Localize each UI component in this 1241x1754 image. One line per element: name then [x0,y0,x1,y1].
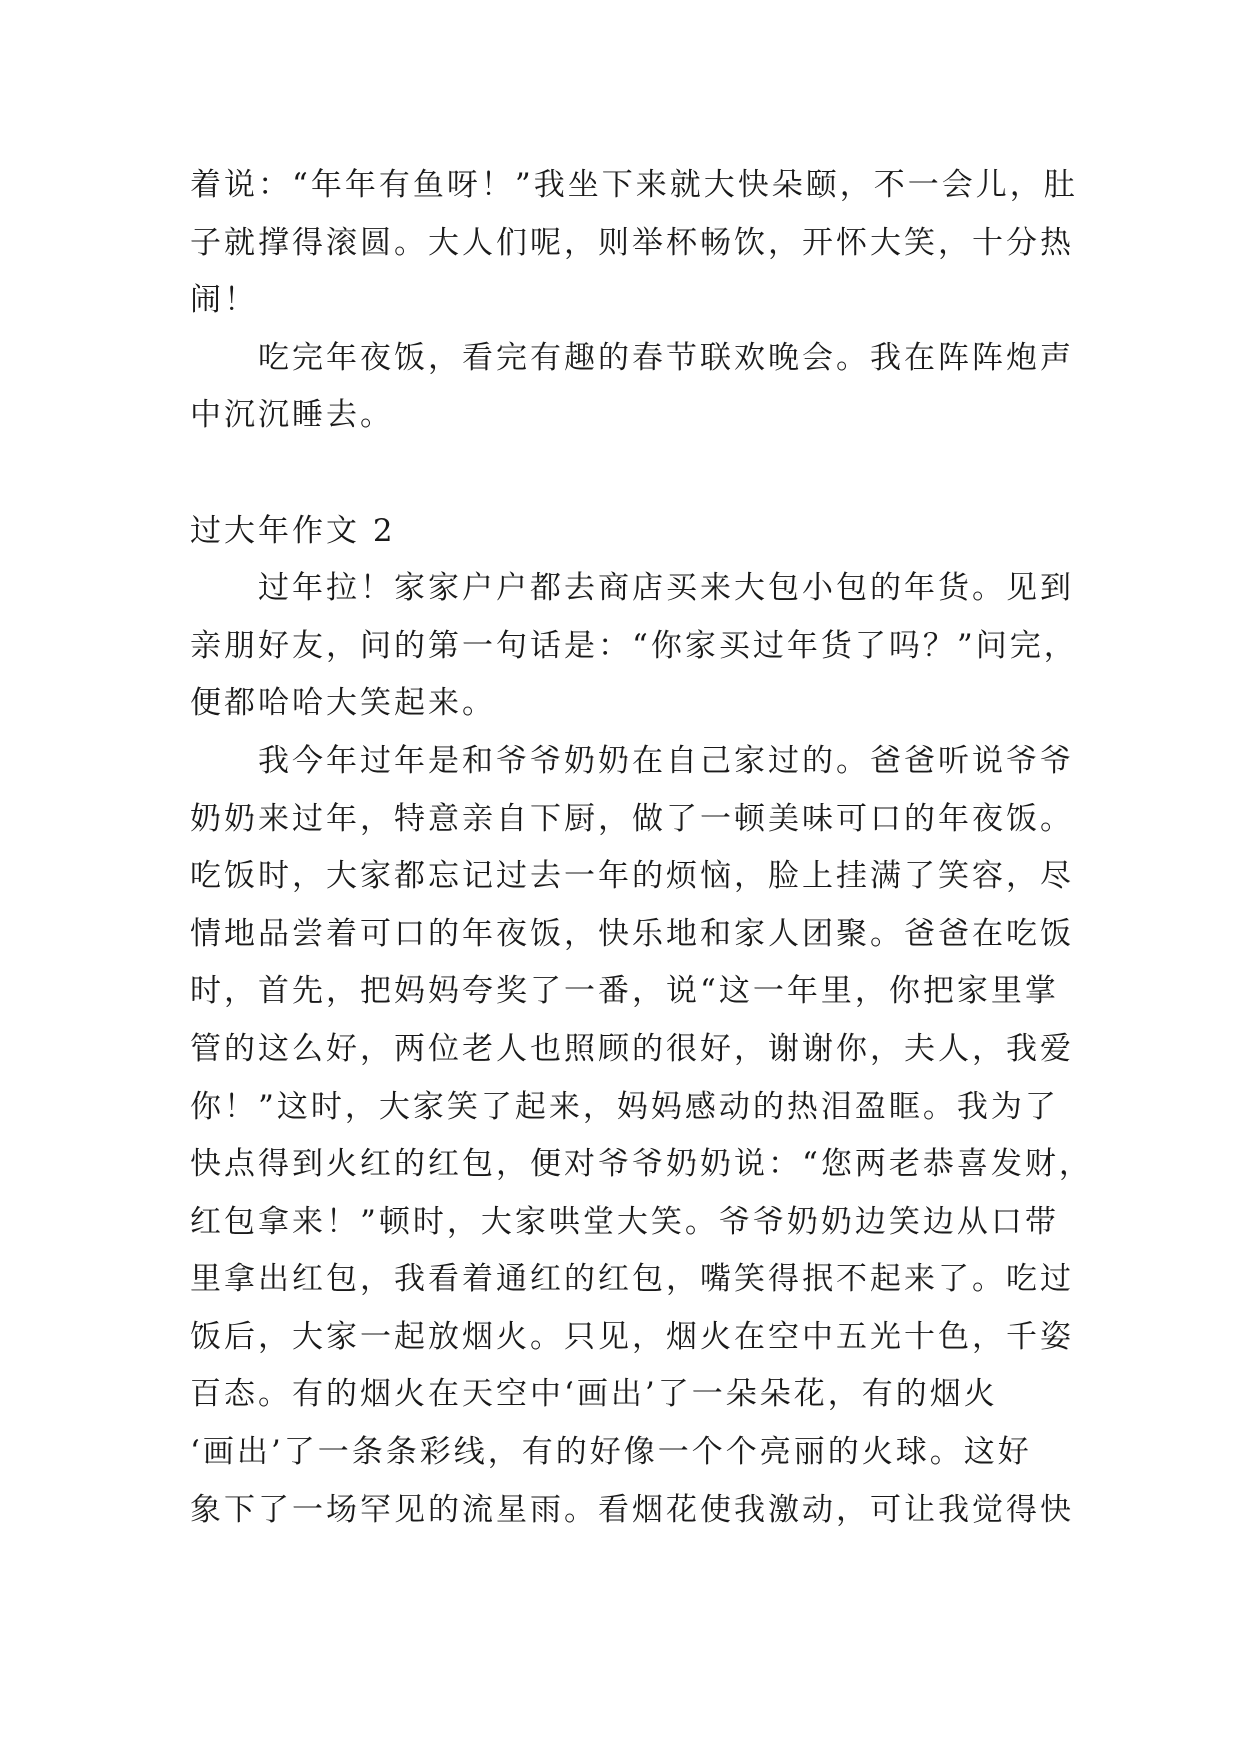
text-line: 百态。有的烟火在天空中‘画出’了一朵朵花，有的烟火 [190,1376,998,1413]
text-line: 吃饭时，大家都忘记过去一年的烦恼，脸上挂满了笑容，尽 [190,858,1074,895]
intro-paragraph [190,157,1078,330]
text-line: 时，首先，把妈妈夸奖了一番，说“这一年里，你把家里掌 [190,973,1059,1010]
document-body [190,157,1093,1539]
text-line: 吃完年夜饭，看完有趣的春节联欢晚会。我在阵阵炮声 [258,339,1074,376]
text-line: ‘画出’了一条条彩线，有的好像一个个亮丽的火球。这好 [190,1434,1032,1471]
section-title: 过大年作文 2 [190,512,396,549]
paragraph-2 [190,733,1093,1539]
text-line: 饭后，大家一起放烟火。只见，烟火在空中五光十色，千姿 [190,1318,1074,1355]
text-line: 闹！ [190,282,258,319]
text-line: 奶奶来过年，特意亲自下厨，做了一顿美味可口的年夜饭。 [190,800,1074,837]
text-line: 快点得到火红的红包，便对爷爷奶奶说：“您两老恭喜发财， [190,1146,1093,1183]
text-line: 红包拿来！”顿时，大家哄堂大笑。爷爷奶奶边笑边从口带 [190,1203,1059,1240]
text-line: 亲朋好友，问的第一句话是：“你家买过年货了吗？”问完， [190,627,1078,664]
text-line: 里拿出红包，我看着通红的红包，嘴笑得抿不起来了。吃过 [190,1261,1074,1298]
text-line: 我今年过年是和爷爷奶奶在自己家过的。爸爸听说爷爷 [258,742,1074,779]
text-line: 便都哈哈大笑起来。 [190,685,496,722]
section-spacer [190,445,1060,503]
closing-paragraph [190,330,1074,445]
text-line: 象下了一场罕见的流星雨。看烟花使我激动，可让我觉得快 [190,1491,1074,1528]
text-line: 子就撑得滚圆。大人们呢，则举杯畅饮，开怀大笑，十分热 [190,224,1074,261]
text-line: 你！”这时，大家笑了起来，妈妈感动的热泪盈眶。我为了 [190,1088,1059,1125]
text-line: 情地品尝着可口的年夜饭，快乐地和家人团聚。爸爸在吃饭 [190,915,1074,952]
text-line: 着说：“年年有鱼呀！”我坐下来就大快朵颐，不一会儿，肚 [190,167,1078,203]
paragraph-1 [190,560,1078,733]
text-line: 中沉沉睡去。 [190,397,394,434]
text-line: 过年拉！家家户户都去商店买来大包小包的年货。见到 [258,570,1074,607]
text-line: 管的这么好，两位老人也照顾的很好，谢谢你，夫人，我爱 [190,1030,1074,1067]
